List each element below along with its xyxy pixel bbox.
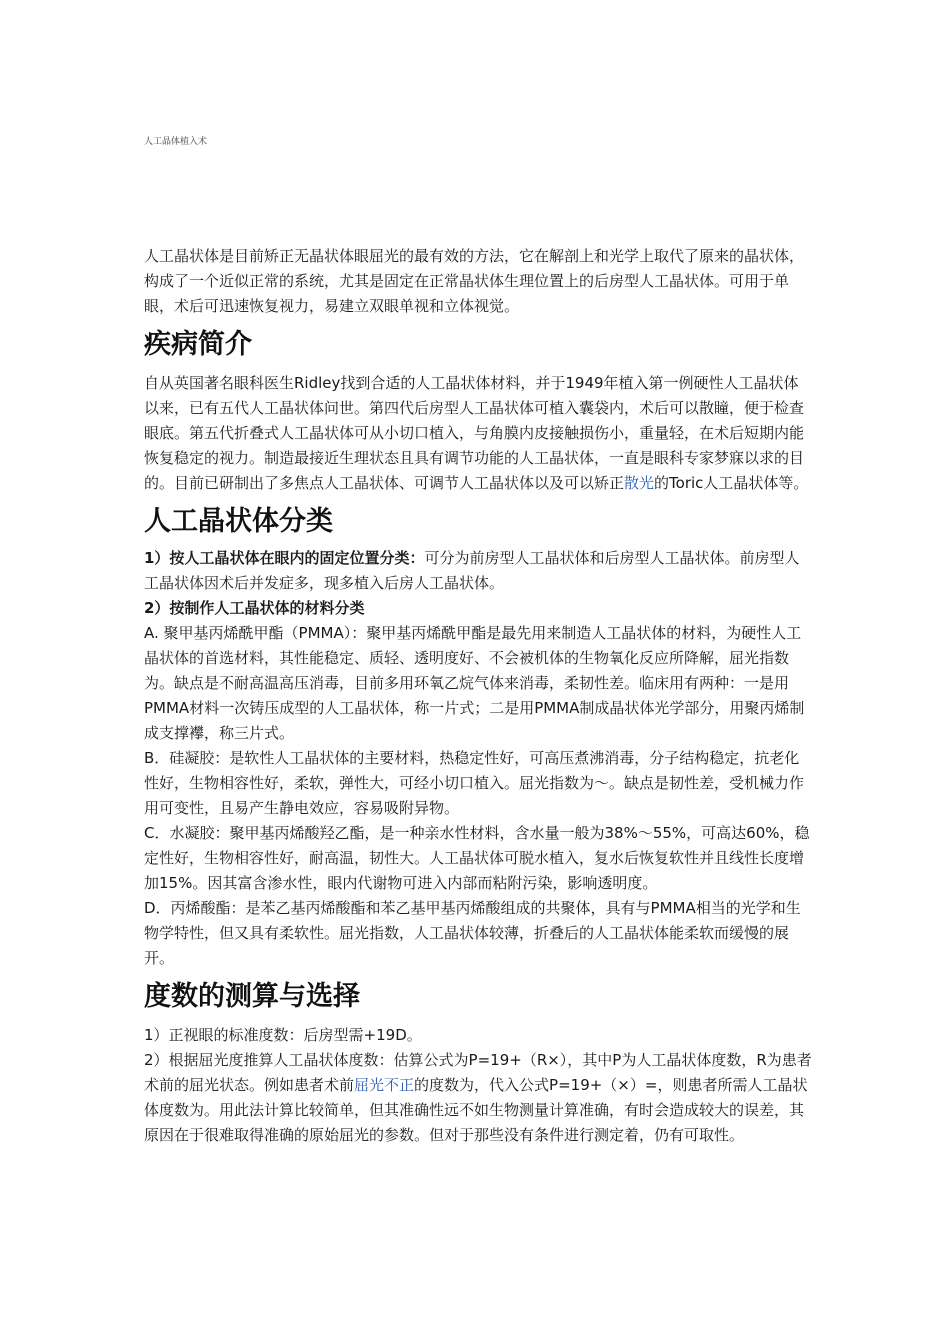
material-silicone-paragraph: B．硅凝胶：是软性人工晶状体的主要材料，热稳定性好，可高压煮沸消毒，分子结构稳定，抗老化性好，生物相容性好，柔软，弹性大，可经小切口植入。屈光指数为～。缺点是韧性差，受机械力作用可变性，且易产生静电效应，容易吸附异物。 bbox=[144, 749, 805, 817]
material-hydrogel-paragraph: C．水凝胶：聚甲基丙烯酸羟乙酯，是一种亲水性材料，含水量一般为38%～55%，可高达60%，稳定性好，生物相容性好，耐高温，韧性大。人工晶状体可脱水植入，复水后恢复软性并且线性长度增加15%。因其富含渗水性，眼内代谢物可进入内部而粘附污染，影响透明度。 bbox=[144, 824, 810, 892]
material-pmma-paragraph: A. 聚甲基丙烯酰甲酯（PMMA）：聚甲基丙烯酰甲酯是最先用来制造人工晶状体的材料，为硬性人工晶状体的首选材料，其性能稳定、质轻、透明度好、不会被机体的生物氧化反应所降解，屈光指数为。缺点是不耐高温高压消毒，目前多用环氧乙烷气体来消毒，柔韧性差。临床用有两种：一是用PMMA材料一次铸压成型的人工晶状体，称一片式；二是用PMMA制成晶状体光学部分，用聚丙烯制成支撑襻，称三片式。 bbox=[144, 624, 805, 742]
disease-intro-paragraph bbox=[144, 371, 812, 496]
power-item-1: 1）正视眼的标准度数：后房型需+19D。 bbox=[144, 1026, 422, 1044]
classification-item-1-text: 可分为前房型人工晶状体和后房型人工晶状体。前房型人工晶状体因术后并发症多，现多植入后房人工晶状体。 bbox=[144, 549, 800, 592]
astigmatism-link[interactable]: 散光 bbox=[624, 474, 655, 492]
intro-paragraph: 人工晶状体是目前矫正无晶状体眼屈光的最有效的方法，它在解剖上和光学上取代了原来的晶状体，构成了一个近似正常的系统，尤其是固定在正常晶状体生理位置上的后房型人工晶状体。可用于单眼，术后可迅速恢复视力，易建立双眼单视和立体视觉。 bbox=[144, 247, 805, 315]
classification-item-1 bbox=[144, 546, 812, 596]
refractive-error-link[interactable]: 屈光不正 bbox=[354, 1076, 415, 1094]
power-item-2-text-end: 的度数为，代入公式P=19+（×）=，则患者所需人工晶状体度数为。用此法计算比较简单，但其准确性远不如生物测量计算准确，有时会造成较大的误差，其原因在于很难取得准确的原始屈光的参数。但对于那些没有条件进行测定着，仍有可取性。 bbox=[144, 1076, 808, 1144]
power-item-2 bbox=[144, 1048, 812, 1148]
section-heading-power-calculation: 度数的测算与选择 bbox=[144, 981, 360, 1012]
running-header: 人工晶体植入术 bbox=[144, 137, 208, 147]
document-body bbox=[144, 244, 812, 1148]
disease-intro-text-end: 的Toric人工晶状体等。 bbox=[654, 474, 809, 492]
classification-item-2-label: 2）按制作人工晶状体的材料分类 bbox=[144, 599, 365, 617]
section-heading-classification: 人工晶状体分类 bbox=[144, 506, 333, 537]
disease-intro-text: 自从英国著名眼科医生Ridley找到合适的人工晶状体材料，并于1949年植入第一例硬性人工晶状体以来，已有五代人工晶状体问世。第四代后房型人工晶状体可植入囊袋内，术后可以散瞳，便于检查眼底。第五代折叠式人工晶状体可从小切口植入，与角膜内皮接触损伤小，重量轻，在术后短期内能恢复稳定的视力。制造最接近生理状态且具有调节功能的人工晶状体，一直是眼科专家梦寐以求的目的。目前已研制出了多焦点人工晶状体、可调节人工晶状体以及可以矫正 bbox=[144, 374, 805, 492]
classification-item-1-label: 1）按人工晶状体在眼内的固定位置分类： bbox=[144, 549, 425, 567]
material-acrylic-paragraph: D．丙烯酸酯：是苯乙基丙烯酸酯和苯乙基甲基丙烯酸组成的共聚体，具有与PMMA相当的光学和生物学特性，但又具有柔软性。屈光指数，人工晶状体较薄，折叠后的人工晶状体能柔软而缓慢的展开。 bbox=[144, 899, 801, 967]
section-heading-disease-intro: 疾病简介 bbox=[144, 329, 252, 360]
power-item-2-text: 2）根据屈光度推算人工晶状体度数：估算公式为P=19+（R×），其中P为人工晶状体度数，R为患者术前的屈光状态。例如患者术前 bbox=[144, 1051, 812, 1094]
